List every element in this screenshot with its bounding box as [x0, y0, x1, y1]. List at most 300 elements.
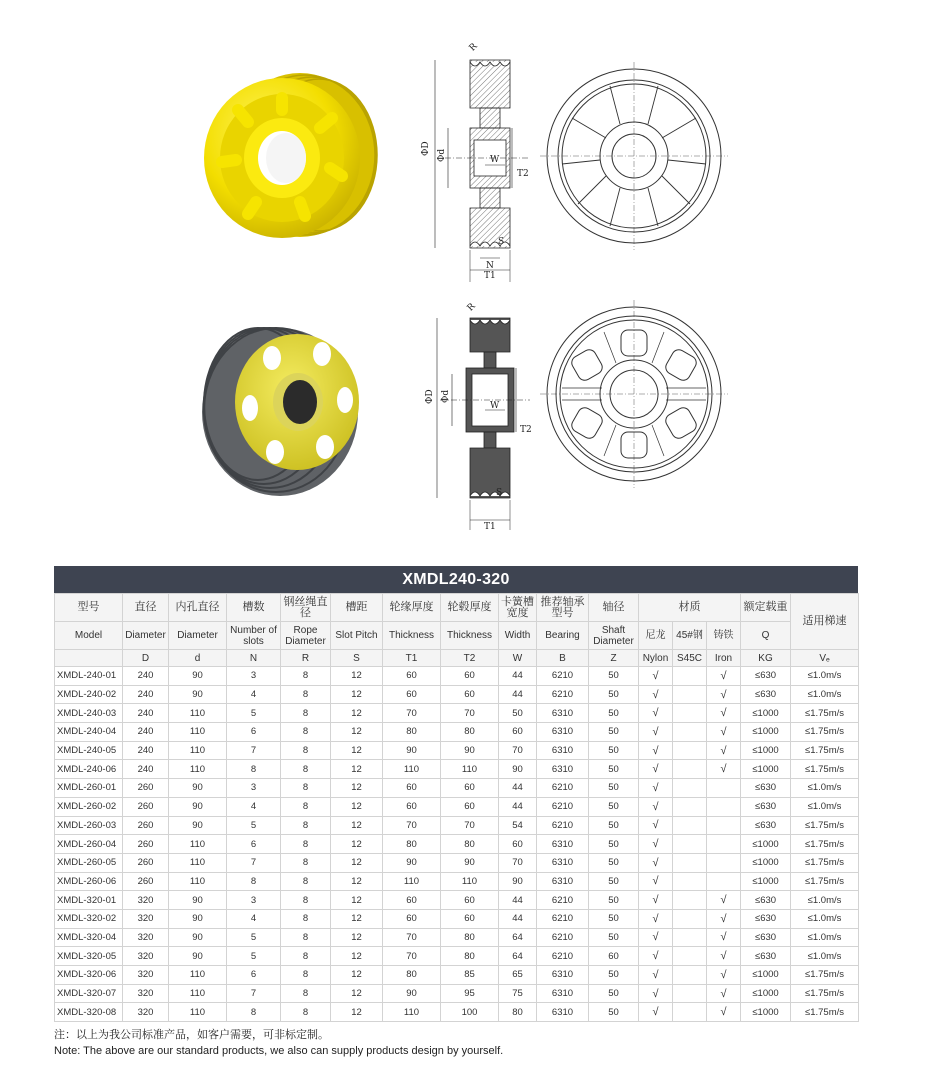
- table-cell: 50: [589, 984, 639, 1003]
- hdr-zh-bearing: 推荐轴承型号: [537, 594, 589, 622]
- table-cell: 6310: [537, 853, 589, 872]
- spec-table-body: [55, 667, 859, 1022]
- table-cell: 260: [123, 779, 169, 798]
- table-cell: √: [639, 891, 673, 910]
- dim-T1-1: T1: [484, 271, 496, 281]
- table-cell: √: [707, 667, 741, 686]
- dim-d-1: Φd: [437, 148, 447, 162]
- cell-model: XMDL-260-02: [55, 797, 123, 816]
- table-cell: ≤1.0m/s: [791, 909, 859, 928]
- table-cell: 70: [499, 741, 537, 760]
- table-cell: ≤1000: [741, 1003, 791, 1022]
- cross-section-drawing-1: [435, 60, 530, 282]
- table-cell: ≤1.75m/s: [791, 1003, 859, 1022]
- table-cell: 90: [383, 741, 441, 760]
- table-cell: ≤630: [741, 797, 791, 816]
- table-cell: ≤1.0m/s: [791, 947, 859, 966]
- table-cell: 6310: [537, 835, 589, 854]
- table-cell: 6210: [537, 797, 589, 816]
- table-cell: 5: [227, 704, 281, 723]
- table-cell: [707, 779, 741, 798]
- table-cell: [673, 835, 707, 854]
- table-cell: 90: [499, 872, 537, 891]
- table-cell: 240: [123, 741, 169, 760]
- table-cell: 70: [499, 853, 537, 872]
- table-cell: ≤630: [741, 667, 791, 686]
- table-cell: 80: [441, 947, 499, 966]
- table-cell: 50: [589, 723, 639, 742]
- table-cell: 90: [383, 984, 441, 1003]
- header-row-en: [55, 622, 859, 650]
- table-cell: 90: [169, 909, 227, 928]
- table-cell: [707, 872, 741, 891]
- table-cell: √: [639, 667, 673, 686]
- table-cell: 50: [589, 704, 639, 723]
- table-cell: 64: [499, 928, 537, 947]
- hdr-zh-diameter: 直径: [123, 594, 169, 622]
- table-cell: 95: [441, 984, 499, 1003]
- table-cell: 6310: [537, 872, 589, 891]
- cell-model: XMDL-320-01: [55, 891, 123, 910]
- table-cell: ≤630: [741, 891, 791, 910]
- hdr-en-rope: Rope Diameter: [281, 622, 331, 650]
- table-cell: 6210: [537, 685, 589, 704]
- dim-R-2: R: [465, 301, 478, 314]
- table-cell: 60: [383, 685, 441, 704]
- table-cell: 90: [441, 853, 499, 872]
- hdr-sym-T1: T1: [383, 650, 441, 667]
- note-en: Note: The above are our standard products, we also can supply products design by yourself.: [54, 1045, 504, 1057]
- table-cell: ≤1.75m/s: [791, 704, 859, 723]
- table-title: XMDL240-320: [54, 566, 858, 593]
- table-cell: 70: [383, 704, 441, 723]
- table-cell: ≤1.75m/s: [791, 760, 859, 779]
- table-cell: ≤630: [741, 685, 791, 704]
- table-cell: 75: [499, 984, 537, 1003]
- table-cell: √: [707, 966, 741, 985]
- hdr-sym-blank: [55, 650, 123, 667]
- table-cell: 50: [589, 928, 639, 947]
- table-cell: [673, 947, 707, 966]
- table-cell: 110: [441, 760, 499, 779]
- table-cell: [673, 816, 707, 835]
- table-cell: 50: [589, 685, 639, 704]
- table-cell: ≤1000: [741, 704, 791, 723]
- hdr-zh-material: 材质: [639, 594, 741, 622]
- table-cell: 60: [441, 667, 499, 686]
- table-cell: [673, 667, 707, 686]
- table-cell: 70: [383, 816, 441, 835]
- dim-N-1: N: [486, 261, 494, 271]
- hdr-sym-nylon: Nylon: [639, 650, 673, 667]
- table-cell: 110: [169, 723, 227, 742]
- table-cell: 8: [227, 872, 281, 891]
- hdr-zh-rim: 轮缘厚度: [383, 594, 441, 622]
- table-cell: 320: [123, 947, 169, 966]
- table-cell: [673, 741, 707, 760]
- table-cell: 240: [123, 685, 169, 704]
- table-row: [55, 797, 859, 816]
- table-cell: 44: [499, 667, 537, 686]
- table-row: [55, 966, 859, 985]
- table-cell: 50: [589, 667, 639, 686]
- table-cell: √: [707, 704, 741, 723]
- table-cell: 4: [227, 685, 281, 704]
- table-cell: [673, 760, 707, 779]
- spec-table-section: [54, 566, 858, 1022]
- front-view-drawing-1: [540, 62, 728, 250]
- table-cell: 240: [123, 704, 169, 723]
- table-cell: 90: [383, 853, 441, 872]
- table-cell: 50: [589, 966, 639, 985]
- hdr-sym-R: R: [281, 650, 331, 667]
- table-cell: 85: [441, 966, 499, 985]
- table-cell: 8: [281, 835, 331, 854]
- hdr-zh-rope: 钢丝绳直径: [281, 594, 331, 622]
- table-cell: 260: [123, 853, 169, 872]
- table-cell: 12: [331, 947, 383, 966]
- table-cell: ≤1.75m/s: [791, 835, 859, 854]
- table-cell: [673, 891, 707, 910]
- table-cell: [673, 909, 707, 928]
- table-cell: 110: [169, 760, 227, 779]
- dim-D-1: ΦD: [421, 141, 431, 156]
- hdr-sym-ve: Vₑ: [791, 650, 859, 667]
- table-cell: [673, 723, 707, 742]
- table-cell: [673, 853, 707, 872]
- dim-S-2: S: [496, 488, 503, 498]
- table-cell: √: [707, 947, 741, 966]
- cell-model: XMDL-260-04: [55, 835, 123, 854]
- table-cell: 12: [331, 984, 383, 1003]
- table-cell: [673, 1003, 707, 1022]
- table-cell: ≤1.0m/s: [791, 797, 859, 816]
- table-cell: 12: [331, 816, 383, 835]
- hdr-en-bearing: Bearing: [537, 622, 589, 650]
- cell-model: XMDL-260-06: [55, 872, 123, 891]
- table-cell: 8: [281, 947, 331, 966]
- table-cell: 6210: [537, 909, 589, 928]
- hdr-sym-T2: T2: [441, 650, 499, 667]
- table-cell: ≤1.75m/s: [791, 816, 859, 835]
- cell-model: XMDL-240-03: [55, 704, 123, 723]
- table-row: [55, 704, 859, 723]
- table-cell: 8: [281, 966, 331, 985]
- hdr-zh-slots: 槽数: [227, 594, 281, 622]
- table-cell: √: [639, 685, 673, 704]
- table-cell: 60: [589, 947, 639, 966]
- table-row: [55, 723, 859, 742]
- table-cell: 110: [169, 1003, 227, 1022]
- table-cell: 260: [123, 797, 169, 816]
- table-cell: 50: [589, 816, 639, 835]
- table-cell: 80: [441, 723, 499, 742]
- table-cell: 320: [123, 891, 169, 910]
- table-cell: 64: [499, 947, 537, 966]
- table-cell: 6310: [537, 741, 589, 760]
- table-cell: 8: [227, 1003, 281, 1022]
- table-cell: √: [639, 984, 673, 1003]
- hdr-sym-N: N: [227, 650, 281, 667]
- table-cell: 12: [331, 872, 383, 891]
- dim-d-2: Φd: [441, 389, 451, 403]
- table-cell: 240: [123, 723, 169, 742]
- header-row-zh: [55, 594, 859, 622]
- dim-S-1: S: [498, 237, 505, 247]
- table-cell: √: [639, 966, 673, 985]
- table-cell: √: [707, 741, 741, 760]
- table-cell: 8: [281, 685, 331, 704]
- table-cell: 6310: [537, 723, 589, 742]
- table-row: [55, 872, 859, 891]
- cell-model: XMDL-320-02: [55, 909, 123, 928]
- table-cell: √: [707, 685, 741, 704]
- table-cell: 80: [441, 928, 499, 947]
- cell-model: XMDL-320-07: [55, 984, 123, 1003]
- cell-model: XMDL-240-02: [55, 685, 123, 704]
- table-cell: 50: [589, 741, 639, 760]
- table-cell: 100: [441, 1003, 499, 1022]
- table-cell: 4: [227, 797, 281, 816]
- table-cell: ≤1.75m/s: [791, 984, 859, 1003]
- table-cell: √: [707, 760, 741, 779]
- table-cell: 6210: [537, 779, 589, 798]
- table-cell: [707, 853, 741, 872]
- table-cell: 50: [589, 779, 639, 798]
- table-cell: 44: [499, 909, 537, 928]
- table-cell: 80: [383, 723, 441, 742]
- table-cell: √: [707, 891, 741, 910]
- table-cell: 60: [383, 891, 441, 910]
- table-cell: √: [707, 1003, 741, 1022]
- table-cell: 260: [123, 835, 169, 854]
- table-cell: [673, 966, 707, 985]
- dim-T2-1: T2: [517, 169, 529, 179]
- table-cell: 80: [441, 835, 499, 854]
- table-cell: 70: [441, 704, 499, 723]
- table-row: [55, 779, 859, 798]
- table-cell: 6210: [537, 947, 589, 966]
- table-cell: 8: [281, 1003, 331, 1022]
- table-row: [55, 947, 859, 966]
- table-cell: 8: [281, 760, 331, 779]
- hdr-zh-shaft: 轴径: [589, 594, 639, 622]
- table-cell: 90: [441, 741, 499, 760]
- table-cell: 12: [331, 853, 383, 872]
- table-cell: 60: [383, 779, 441, 798]
- table-cell: 8: [281, 853, 331, 872]
- table-cell: 60: [441, 891, 499, 910]
- table-cell: √: [707, 928, 741, 947]
- table-cell: ≤1000: [741, 853, 791, 872]
- notes: [54, 1027, 503, 1059]
- table-cell: 12: [331, 797, 383, 816]
- table-cell: [673, 779, 707, 798]
- table-row: [55, 760, 859, 779]
- table-cell: 44: [499, 797, 537, 816]
- table-cell: 50: [589, 760, 639, 779]
- table-cell: 3: [227, 891, 281, 910]
- table-cell: 12: [331, 667, 383, 686]
- cell-model: XMDL-260-01: [55, 779, 123, 798]
- table-cell: 80: [499, 1003, 537, 1022]
- table-cell: 320: [123, 1003, 169, 1022]
- table-cell: 70: [383, 928, 441, 947]
- table-cell: 90: [499, 760, 537, 779]
- table-cell: 6310: [537, 704, 589, 723]
- table-cell: [673, 928, 707, 947]
- dim-W-1: W: [490, 155, 500, 165]
- table-cell: ≤1.75m/s: [791, 966, 859, 985]
- table-cell: 50: [589, 835, 639, 854]
- table-cell: 3: [227, 667, 281, 686]
- table-cell: ≤1.75m/s: [791, 872, 859, 891]
- table-cell: 90: [169, 685, 227, 704]
- table-cell: 12: [331, 741, 383, 760]
- table-cell: 7: [227, 853, 281, 872]
- table-cell: ≤1000: [741, 835, 791, 854]
- hdr-zh-load: 额定载重: [741, 594, 791, 622]
- table-cell: 12: [331, 760, 383, 779]
- table-cell: 90: [169, 816, 227, 835]
- table-cell: 50: [589, 872, 639, 891]
- table-cell: ≤1000: [741, 741, 791, 760]
- table-cell: ≤1.0m/s: [791, 928, 859, 947]
- table-cell: [673, 685, 707, 704]
- table-cell: 6: [227, 723, 281, 742]
- table-cell: ≤1000: [741, 872, 791, 891]
- hdr-en-inner-diameter: Diameter: [169, 622, 227, 650]
- dim-T1-2: T1: [484, 522, 496, 532]
- cell-model: XMDL-320-05: [55, 947, 123, 966]
- table-cell: 110: [169, 704, 227, 723]
- cast-iron-sheave-photo: [202, 328, 359, 496]
- cross-section-drawing-2: [437, 318, 530, 530]
- table-cell: 60: [499, 723, 537, 742]
- hdr-en-diameter: Diameter: [123, 622, 169, 650]
- hdr-zh-inner-diameter: 内孔直径: [169, 594, 227, 622]
- table-cell: 12: [331, 966, 383, 985]
- table-cell: √: [639, 704, 673, 723]
- table-cell: 6: [227, 835, 281, 854]
- table-cell: √: [639, 797, 673, 816]
- table-cell: 80: [383, 835, 441, 854]
- hdr-zh-model: 型号: [55, 594, 123, 622]
- table-cell: [673, 797, 707, 816]
- table-row: [55, 891, 859, 910]
- table-cell: 110: [169, 835, 227, 854]
- table-cell: 7: [227, 984, 281, 1003]
- hdr-en-width: Width: [499, 622, 537, 650]
- table-cell: 6210: [537, 891, 589, 910]
- table-cell: 12: [331, 723, 383, 742]
- table-row: [55, 835, 859, 854]
- table-cell: 8: [281, 984, 331, 1003]
- table-cell: √: [639, 853, 673, 872]
- table-cell: 60: [441, 685, 499, 704]
- table-cell: 240: [123, 667, 169, 686]
- table-cell: 110: [383, 1003, 441, 1022]
- table-row: [55, 816, 859, 835]
- table-cell: 260: [123, 872, 169, 891]
- table-cell: √: [639, 816, 673, 835]
- cell-model: XMDL-260-03: [55, 816, 123, 835]
- table-cell: 110: [383, 760, 441, 779]
- table-cell: 6310: [537, 984, 589, 1003]
- table-cell: √: [707, 909, 741, 928]
- table-cell: ≤630: [741, 816, 791, 835]
- hdr-en-shaft: Shaft Diameter: [589, 622, 639, 650]
- cell-model: XMDL-240-01: [55, 667, 123, 686]
- table-cell: 60: [383, 797, 441, 816]
- table-cell: 3: [227, 779, 281, 798]
- table-cell: 44: [499, 891, 537, 910]
- dim-W-2: W: [490, 401, 500, 411]
- table-row: [55, 984, 859, 1003]
- hdr-sym-s45c: S45C: [673, 650, 707, 667]
- table-cell: √: [639, 1003, 673, 1022]
- table-cell: 12: [331, 779, 383, 798]
- table-cell: ≤1000: [741, 723, 791, 742]
- hdr-en-nylon: 尼龙: [639, 622, 673, 650]
- table-cell: 5: [227, 928, 281, 947]
- hdr-sym-W: W: [499, 650, 537, 667]
- table-cell: √: [639, 872, 673, 891]
- table-cell: 5: [227, 816, 281, 835]
- table-row: [55, 1003, 859, 1022]
- table-cell: 8: [281, 891, 331, 910]
- table-cell: ≤1.75m/s: [791, 741, 859, 760]
- table-cell: [673, 984, 707, 1003]
- table-cell: [673, 872, 707, 891]
- cell-model: XMDL-320-08: [55, 1003, 123, 1022]
- table-cell: 240: [123, 760, 169, 779]
- hdr-zh-pitch: 槽距: [331, 594, 383, 622]
- table-cell: 90: [169, 779, 227, 798]
- table-cell: 12: [331, 685, 383, 704]
- table-cell: ≤630: [741, 779, 791, 798]
- table-cell: 90: [169, 667, 227, 686]
- table-cell: 5: [227, 947, 281, 966]
- table-cell: 110: [441, 872, 499, 891]
- table-cell: 110: [169, 741, 227, 760]
- table-cell: 50: [589, 853, 639, 872]
- table-cell: 12: [331, 704, 383, 723]
- table-cell: 50: [499, 704, 537, 723]
- table-row: [55, 853, 859, 872]
- hdr-en-iron: 铸铁: [707, 622, 741, 650]
- hdr-zh-speed: 适用梯速: [791, 594, 859, 650]
- cell-model: XMDL-240-06: [55, 760, 123, 779]
- table-row: [55, 909, 859, 928]
- table-row: [55, 685, 859, 704]
- header-row-sym: [55, 650, 859, 667]
- hdr-sym-Z: Z: [589, 650, 639, 667]
- table-cell: 12: [331, 909, 383, 928]
- table-cell: 60: [499, 835, 537, 854]
- table-cell: 65: [499, 966, 537, 985]
- hdr-en-slots: Number of slots: [227, 622, 281, 650]
- table-cell: 8: [281, 797, 331, 816]
- dim-T2-2: T2: [520, 425, 532, 435]
- table-cell: 44: [499, 685, 537, 704]
- hdr-en-load: Q: [741, 622, 791, 650]
- table-cell: 110: [169, 984, 227, 1003]
- table-cell: 8: [281, 909, 331, 928]
- front-view-drawing-2: [540, 300, 728, 488]
- hdr-zh-hub: 轮毂厚度: [441, 594, 499, 622]
- cell-model: XMDL-320-04: [55, 928, 123, 947]
